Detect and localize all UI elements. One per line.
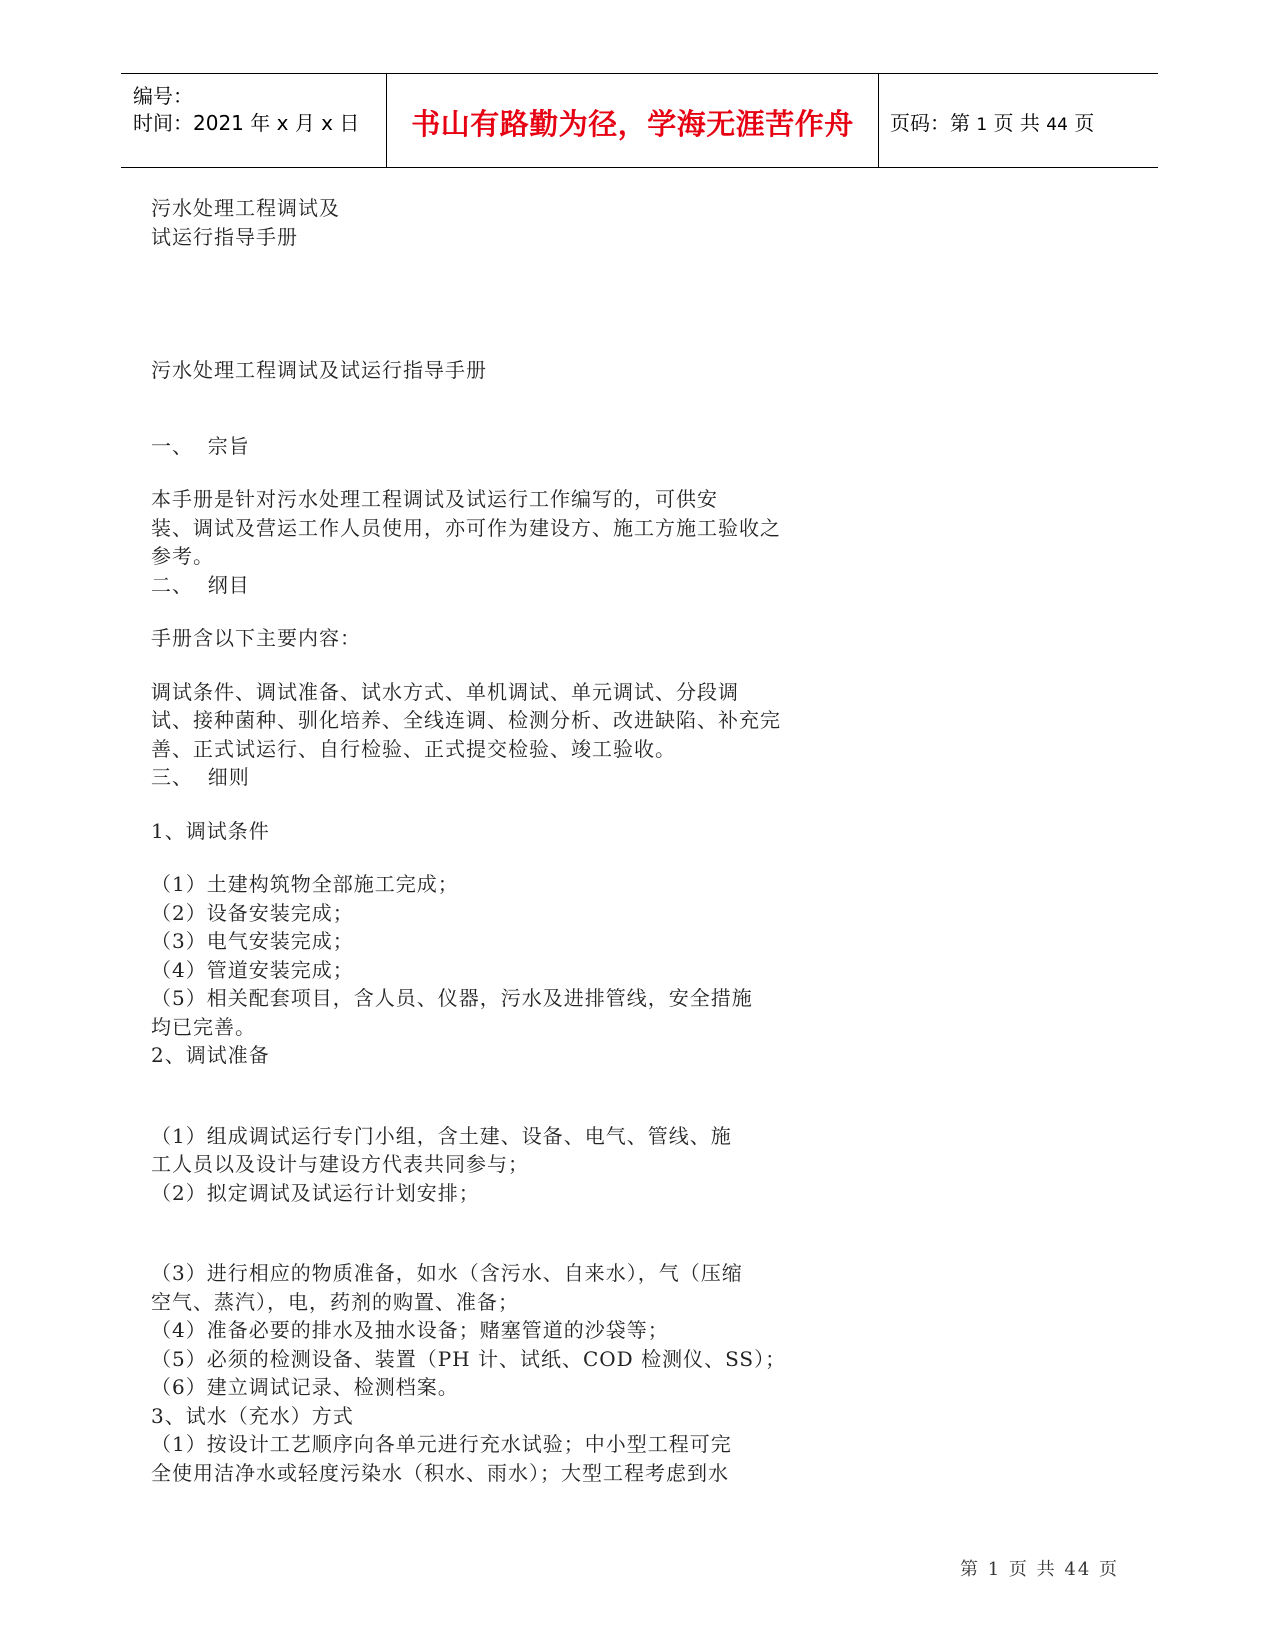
list-item: （2）设备安装完成； [151,900,354,925]
page-num: 1 [976,115,988,135]
footer-total: 44 [1064,1559,1092,1580]
time-rest: 年 x 月 x 日 [243,111,360,135]
paragraph-line: 调试条件、调试准备、试水方式、单机调试、单元调试、分段调 [151,679,739,704]
footer-page: 1 [987,1559,1002,1580]
page-header [121,73,1158,168]
header-motto-cell [386,74,879,167]
section-heading-3: 三、 细则 [151,765,250,789]
page-footer [960,1555,1119,1581]
serial-label: 编号： [133,84,193,108]
document-body [151,194,831,1487]
paragraph-line: 本手册是针对污水处理工程调试及试运行工作编写的，可供安 [151,487,718,511]
list-item: 工人员以及设计与建设方代表共同参与； [151,1152,529,1176]
footer-suffix: 页 [1099,1559,1120,1580]
subsection-heading: 3、试水（充水）方式 [151,1403,354,1428]
page-total: 44 [1046,115,1068,135]
document-title: 污水处理工程调试及试运行指导手册 [151,358,487,382]
page-mid: 页 共 [993,111,1040,135]
list-item: （5）相关配套项目，含人员、仪器，污水及进排管线，安全措施 [151,986,753,1010]
time-line [133,107,359,136]
section-heading-2: 二、 纲目 [151,572,250,597]
list-item: （3）电气安装完成； [151,929,354,953]
list-item: （6）建立调试记录、检测档案。 [151,1375,459,1399]
list-item: （1）土建构筑物全部施工完成； [151,872,459,896]
list-item: 空气、蒸汽），电，药剂的购置、准备； [151,1289,519,1314]
footer-prefix: 第 [960,1559,980,1580]
list-item: 均已完善。 [151,1014,256,1039]
page-prefix: 页码：第 [890,111,970,135]
list-item: （2）拟定调试及试运行计划安排； [151,1180,480,1205]
list-item: （4）准备必要的排水及抽水设备；赌塞管道的沙袋等； [151,1318,669,1342]
subsection-heading: 1、调试条件 [151,818,270,843]
paragraph-line: 手册含以下主要内容： [151,626,361,650]
subsection-heading: 2、调试准备 [151,1043,270,1067]
list-item: （3）进行相应的物质准备，如水（含污水、自来水），气（压缩 [151,1261,743,1285]
paragraph-line: 善、正式试运行、自行检验、正式提交检验、竣工验收。 [151,736,676,761]
page-code [890,107,1094,136]
list-item: （1）按设计工艺顺序向各单元进行充水试验；中小型工程可完 [151,1432,732,1456]
paragraph-line: 参考。 [151,544,214,568]
list-item: （5）必须的检测设备、装置（PH 计、试纸、COD 检测仪、SS）； [151,1346,787,1371]
page-suffix: 页 [1074,111,1095,135]
time-label: 时间： [133,111,193,135]
list-item: （1）组成调试运行专门小组，含土建、设备、电气、管线、施 [151,1123,732,1148]
list-item: 全使用洁净水或轻度污染水（积水、雨水）；大型工程考虑到水 [151,1460,729,1485]
cover-title-line1: 污水处理工程调试及 [151,196,340,220]
header-page-cell [878,74,1158,167]
paragraph-line: 试、接种菌种、驯化培养、全线连调、检测分析、改进缺陷、补充完 [151,708,781,732]
header-meta-cell [121,74,386,167]
list-item: （4）管道安装完成； [151,957,354,982]
cover-title-line2: 试运行指导手册 [151,224,298,249]
footer-mid: 页 共 [1008,1559,1057,1580]
paragraph-line: 装、调试及营运工作人员使用，亦可作为建设方、施工方施工验收之 [151,515,781,540]
time-year: 2021 [193,111,244,135]
motto: 书山有路勤为径，学海无涯苦作舟 [411,107,854,141]
section-heading-1: 一、 宗旨 [151,433,250,458]
